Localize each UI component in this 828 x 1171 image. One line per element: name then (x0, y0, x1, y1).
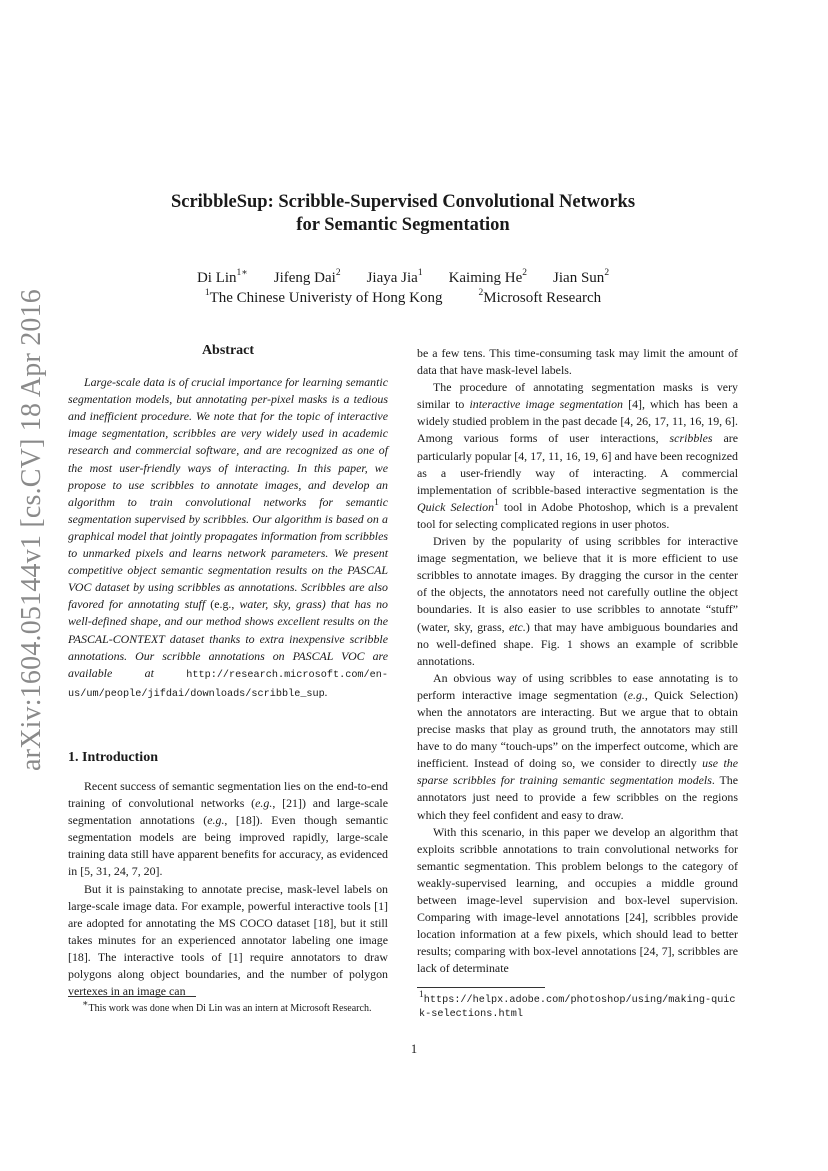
paper-title (80, 191, 726, 237)
intro-paragraph-2: But it is painstaking to annotate precise, mask-level labels on large-scale image data. For example, powerful interactive tools [1] are adopted for annotating the MS COCO dataset [18], but it still takes minutes for an experienced annotator labeling one image [18]. The interactive tools of [1] require annotators to draw polygons along object boundaries, and the number of polygon vertexes in an image can (68, 881, 388, 999)
footnote-marker: 1 (494, 497, 499, 508)
right-paragraph-3: An obvious way of using scribbles to ease annotating is to perform interactive image segmentation (e.g., Quick Selection) when the annotators are interacting. But we argue that to obtain precise masks that play as ground truth, the annotators may still have to do many “touch-ups” on the imperfect outcome, which are inefficient. Instead of doing so, we consider to directly use the sparse scribbles for training semantic segmentation models. The annotators just need to provide a few scribbles on the regions which they feel confident and easy to draw. (417, 670, 738, 822)
affiliation-name: Microsoft Research (483, 290, 602, 306)
left-column (68, 342, 388, 1000)
author-mark: 2 (335, 268, 341, 278)
right-paragraph-4: With this scenario, in this paper we develop an algorithm that exploits scribble annotations to train convolutional networks for semantic segmentation. This problem belongs to the category of weakly-supervised learning, and occupies a middle ground between image-level supervision and box-level supervision. Comparing with image-level annotations [24], scribbles provide location information at a few pixels, which should lead to better results; comparing with box-level annotations [24, 7], scribbles are lack of determinate (417, 824, 738, 976)
arxiv-sidebar (0, 0, 60, 1171)
footnote-rule (417, 987, 545, 988)
right-paragraph-0: be a few tens. This time-consuming task may limit the amount of data that have mask-level labels. (417, 346, 738, 378)
author-mark: 1 (417, 268, 423, 278)
author-list (80, 268, 726, 288)
affiliation-mark: 2 (478, 288, 484, 298)
author-name: Jifeng Dai (273, 270, 336, 286)
arxiv-identifier: arXiv:1604.05144v1 [cs.CV] 18 Apr 2016 (16, 288, 47, 772)
author-name: Jian Sun (553, 270, 605, 286)
abstract-heading: Abstract (201, 343, 255, 358)
section-heading-introduction: 1. Introduction (68, 749, 158, 765)
intro-paragraph-1: Recent success of semantic segmentation lies on the end-to-end training of convolutional networks (e.g., [21]) and large-scale segmentation annotations (e.g., [18]). Even though semantic segmentation models are being improved rapidly, large-scale training data still have apparent benefits for accuracy, as evidenced in [5, 31, 24, 7, 20]. (68, 778, 389, 879)
footnote-text: ∗This work was done when Di Lin was an intern at Microsoft Research. (82, 998, 372, 1014)
abstract-url-link[interactable]: http://research.microsoft.com/en-us/um/people/jifdai/downloads/scribble_sup (68, 669, 388, 700)
affiliation-mark: 1 (204, 288, 210, 298)
author-mark: 2 (604, 268, 610, 278)
author-name: Jiaya Jia (366, 270, 418, 286)
title-line-2: for Semantic Segmentation (296, 215, 510, 235)
footnote-url-link[interactable]: https://helpx.adobe.com/photoshop/using/making-quick-selections.html (419, 995, 736, 1020)
author-mark: 2 (522, 268, 528, 278)
footnote-rule (68, 996, 196, 997)
author-mark: 1∗ (236, 268, 248, 278)
right-column (417, 345, 738, 977)
affiliation-name: The Chinese Univeristy of Hong Kong (209, 290, 443, 306)
page-number: 1 (410, 1042, 418, 1056)
abstract-text: Large-scale data is of crucial importance for learning semantic segmentation models, but annotating per-pixel masks is a tedious and inefficient procedure. We note that for the topic of interactive image segmentation, scribbles are very widely used in academic research and commercial software, and are recognized as one of the most user-friendly ways of interacting. In this paper, we propose to use scribbles to annotate images, and develop an algorithm to train convolutional networks for semantic segmentation supervised by scribbles. Our algorithm is based on a graphical model that jointly propagates information from scribbles to unmarked pixels and learns network parameters. We present competitive object semantic segmentation results on the PASCAL VOC dataset by using scribbles as annotations. Scribbles are also favored for annotating stuff (e.g., water, sky, grass) that has no well-defined shape, and our method shows excellent results on the PASCAL-CONTEXT dataset thanks to extra inexpensive scribble annotations. Our scribble annotations on PASCAL VOC are available at http://research.microsoft.com/en-us/um/people/jifdai/downloads/scribble_sup. (68, 375, 388, 700)
footnote-left (68, 996, 388, 1015)
author-name: Kaiming He (448, 270, 523, 286)
right-paragraph-1: The procedure of annotating segmentation masks is very similar to interactive image segmentation [4], which has been a widely studied problem in the past decade [4, 26, 17, 11, 16, 19, 6]. Among various forms of user interactions, scribbles are particularly popular [4, 17, 11, 16, 19, 6] and have been recognized as a user-friendly way of interacting. A commercial implementation of scribble-based interactive segmentation is the Quick Selection$^1$ tool in Adobe Photoshop, which is a prevalent tool for selecting complicated regions in user photos. (417, 380, 738, 531)
affiliation-list (80, 288, 726, 308)
title-line-1: ScribbleSup: Scribble-Supervised Convolutional Networks (170, 192, 636, 212)
footnote-text: $^1$https://helpx.adobe.com/photoshop/using/making-quick-selections.html (419, 989, 736, 1020)
author-block (80, 268, 726, 308)
author-name: Di Lin (196, 270, 237, 286)
footnote-right (417, 987, 738, 1021)
right-paragraph-2: Driven by the popularity of using scribbles for interactive image segmentation, we believe that it is more efficient to use scribbles to annotate images. By dragging the cursor in the center of the objects, the annotators need not carefully outline the object boundaries. It is also easier to use scribbles to annotate “stuff” (water, sky, grass, etc.) that may have ambiguous boundaries and no well-defined shape. Fig. 1 shows an example of scribble annotations. (417, 534, 738, 668)
